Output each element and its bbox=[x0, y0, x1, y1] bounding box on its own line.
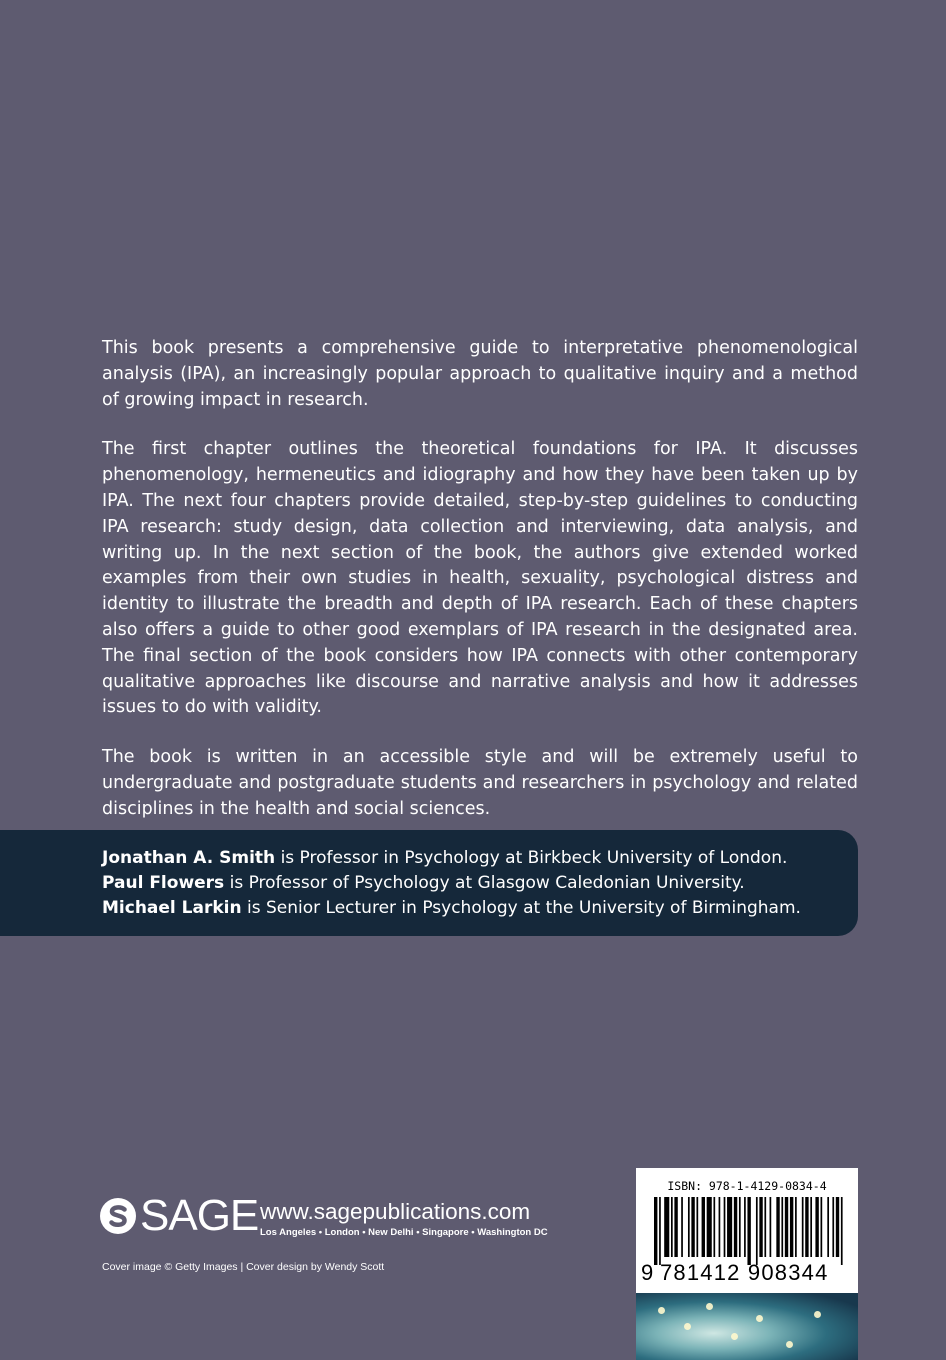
publisher-block bbox=[100, 1191, 570, 1246]
barcode-bar bbox=[785, 1197, 788, 1257]
barcode-bar bbox=[744, 1197, 746, 1257]
barcode-bar bbox=[832, 1197, 834, 1257]
author-bio: is Professor in Psychology at Birkbeck University of London. bbox=[275, 848, 788, 868]
bokeh-light bbox=[731, 1333, 738, 1340]
barcode-bar bbox=[841, 1197, 843, 1265]
sage-s-logo-icon bbox=[100, 1198, 136, 1234]
bokeh-light bbox=[756, 1315, 763, 1322]
barcode-bar bbox=[810, 1197, 812, 1257]
bokeh-light bbox=[706, 1303, 713, 1310]
bokeh-light bbox=[786, 1341, 793, 1348]
author-entry bbox=[102, 846, 842, 871]
sage-logo-text: SAGE bbox=[140, 1191, 259, 1240]
bokeh-light bbox=[814, 1311, 821, 1318]
barcode-bar bbox=[827, 1197, 829, 1257]
description-paragraph: This book presents a comprehensive guide to interpretative phenomenological analysis (IPA), an increasingly popular approach to qualitative inquiry and a method of growing impact in research. bbox=[102, 338, 858, 410]
barcode-bar bbox=[724, 1197, 726, 1257]
barcode-bars bbox=[654, 1197, 846, 1265]
author-name: Paul Flowers bbox=[102, 873, 225, 893]
description-paragraph: The book is written in an accessible style and will be extremely useful to undergraduate and postgraduate students and researchers in psychology and related disciplines in the health and social sciences. bbox=[102, 747, 858, 819]
barcode-bar bbox=[654, 1197, 657, 1265]
barcode-bar bbox=[781, 1197, 783, 1257]
author-name: Michael Larkin bbox=[102, 898, 242, 918]
author-entry bbox=[102, 871, 842, 896]
barcode-bar bbox=[739, 1197, 741, 1257]
barcode-bar bbox=[696, 1197, 698, 1257]
description-paragraph: The first chapter outlines the theoretical foundations for IPA. It discusses phenomenology, hermeneutics and idiography and how they have been taken up by IPA. The next four chapters provide detailed, step-by-step guidelines to conducting IPA research: study design, data collection and interviewing, data analysis, and writing up. In the next section of the book, the authors give extended worked examples from their own studies in health, sexuality, psychological distress and identity to illustrate the breadth and depth of IPA research. Each of these chapters also offers a guide to other good exemplars of IPA research in the designated area. The final section of the book considers how IPA connects with other contemporary qualitative approaches like discourse and narrative analysis and how it addresses issues to do with validity. bbox=[102, 439, 858, 718]
barcode-bar bbox=[802, 1197, 804, 1257]
barcode-bar bbox=[719, 1197, 721, 1257]
publisher-website: www.sagepublications.com bbox=[260, 1199, 531, 1224]
barcode-digits: 781412 908344 bbox=[660, 1260, 829, 1285]
barcode-bar bbox=[790, 1197, 793, 1257]
author-name: Jonathan A. Smith bbox=[102, 848, 276, 868]
barcode-bar bbox=[756, 1197, 758, 1265]
barcode-bar bbox=[770, 1197, 772, 1257]
barcode-bar bbox=[659, 1197, 661, 1265]
author-bio: is Professor of Psychology at Glasgow Caledonian University. bbox=[224, 873, 745, 893]
barcode-bar bbox=[691, 1197, 694, 1257]
cover-credits: Cover image © Getty Images | Cover design by Wendy Scott bbox=[102, 1261, 385, 1273]
barcode-bar bbox=[702, 1197, 705, 1257]
bokeh-light bbox=[684, 1323, 691, 1330]
barcode-bar bbox=[759, 1197, 762, 1257]
barcode-bar bbox=[821, 1197, 823, 1257]
barcode-bar bbox=[681, 1197, 683, 1257]
barcode-bar bbox=[707, 1197, 712, 1257]
cover-image-strip bbox=[636, 1293, 858, 1360]
bokeh-light bbox=[658, 1307, 665, 1314]
author-entry bbox=[102, 896, 842, 921]
isbn-label: ISBN: 978-1-4129-0834-4 bbox=[667, 1179, 827, 1193]
barcode-bar bbox=[664, 1197, 669, 1257]
barcode-bar bbox=[747, 1197, 750, 1265]
book-description bbox=[102, 336, 858, 847]
barcode-bar bbox=[727, 1197, 732, 1257]
barcode-bar bbox=[776, 1197, 779, 1257]
barcode-bar bbox=[688, 1197, 690, 1257]
barcode-lead-digit: 9 bbox=[641, 1260, 654, 1285]
author-list bbox=[102, 846, 842, 921]
barcode-bar bbox=[674, 1197, 677, 1257]
author-bio: is Senior Lecturer in Psychology at the University of Birmingham. bbox=[241, 898, 801, 918]
barcode-bar bbox=[795, 1197, 797, 1257]
barcode-bar bbox=[671, 1197, 673, 1257]
barcode-bar bbox=[713, 1197, 715, 1257]
barcode-bar bbox=[734, 1197, 737, 1257]
barcode-bar bbox=[815, 1197, 818, 1257]
barcode-bar bbox=[836, 1197, 839, 1257]
barcode-bar bbox=[805, 1197, 808, 1257]
publisher-locations: Los Angeles • London • New Delhi • Singapore • Washington DC bbox=[260, 1227, 548, 1238]
barcode-bar bbox=[764, 1197, 766, 1257]
isbn-barcode bbox=[636, 1168, 858, 1293]
